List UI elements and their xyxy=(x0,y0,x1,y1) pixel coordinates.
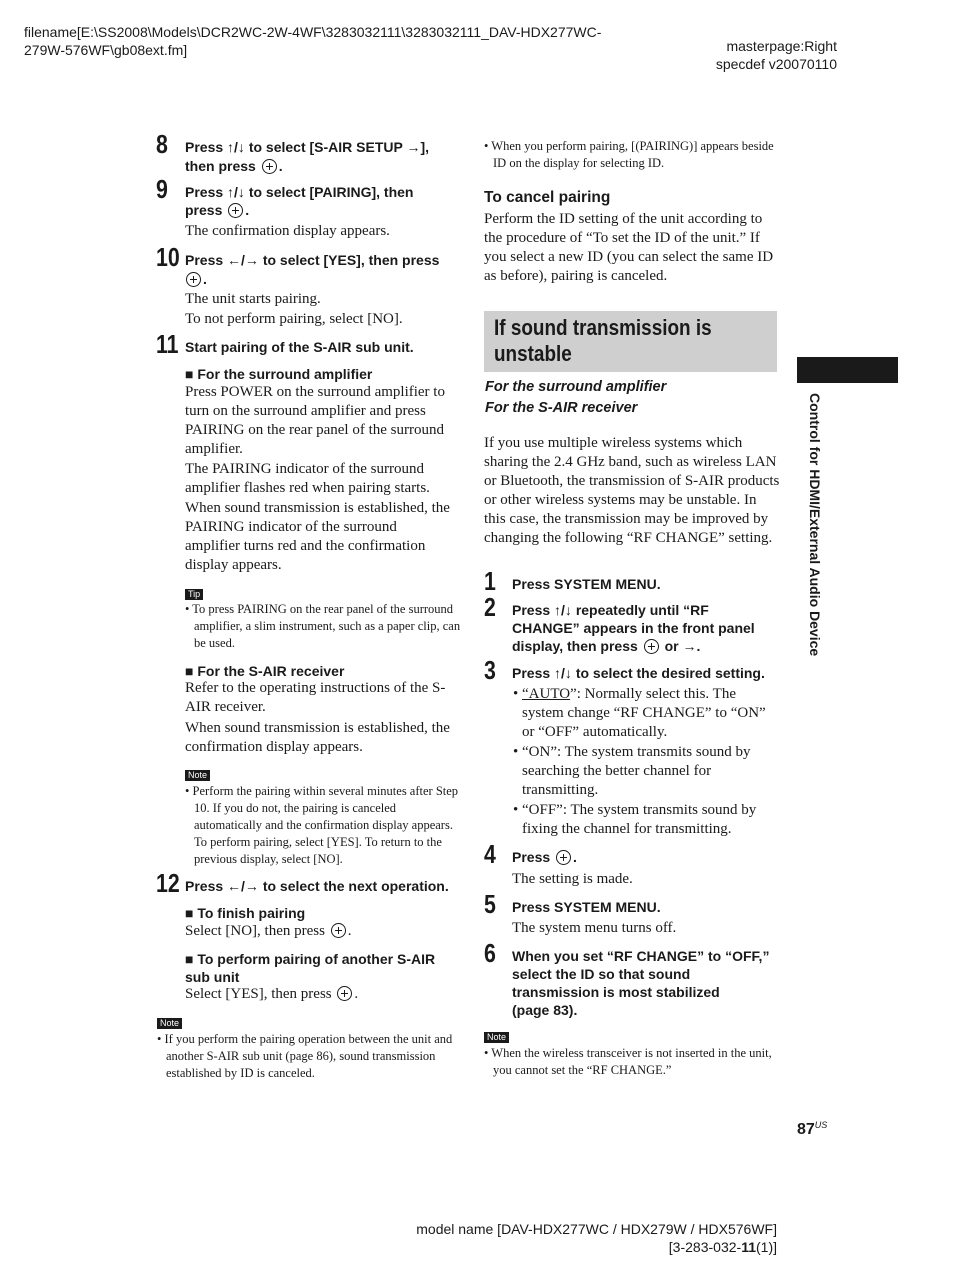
option-on: “ON”: The system transmits sound by searching the better channel for transmitting. xyxy=(522,744,751,798)
step-number-12: 12 xyxy=(156,868,180,898)
another-unit-heading-2: sub unit xyxy=(185,969,240,985)
step-r2-line-2: CHANGE” appears in the front panel xyxy=(512,620,755,636)
circle-plus-icon xyxy=(337,986,352,1001)
step-number-9: 9 xyxy=(156,174,168,204)
intro-paragraph: If you use multiple wireless systems which sharing the 2.4 GHz band, such as wireless LAN or Bluetooth, the transmission of S-AIR products or other wireless systems may be unstable. In this case, the transmission may be improved by changing the following “RF CHANGE” setting. xyxy=(484,435,780,546)
receiver-paragraph-1: Refer to the operating instructions of the S-AIR receiver. xyxy=(185,680,446,715)
step-9-line-1: Press ↑/↓ to select [PAIRING], then xyxy=(185,184,414,200)
step-r6-line-1: When you set “RF CHANGE” to “OFF,” xyxy=(512,948,770,964)
step-9-body: The confirmation display appears. xyxy=(185,223,390,239)
step-r6-line-2: select the ID so that sound xyxy=(512,966,691,982)
page-region-suffix: US xyxy=(814,1120,828,1130)
step-10-body-1: The unit starts pairing. xyxy=(185,291,321,307)
step-number-r4: 4 xyxy=(484,839,496,869)
step-9-line-2: press . xyxy=(185,202,250,218)
receiver-paragraph-2: When sound transmission is established, the confirmation display appears. xyxy=(185,720,450,755)
circle-plus-icon xyxy=(331,923,346,938)
surround-paragraph-1: Press POWER on the surround amplifier to turn on the surround amplifier and press PAIRING on the rear panel of the surround amplifier. xyxy=(185,384,445,457)
circle-plus-icon xyxy=(186,272,201,287)
circle-plus-icon xyxy=(556,850,571,865)
step-number-r2: 2 xyxy=(484,592,496,622)
section-tab-marker xyxy=(797,357,898,383)
cancel-pairing-heading: To cancel pairing xyxy=(484,189,611,206)
note-text-1: • Perform the pairing within several minutes after Step 10. If you do not, the pairing is canceled automatically and the confirmation display appears. To perform pairing, select [YES]. To return to the previous display, select [NO]. xyxy=(185,784,459,866)
step-r6-line-3: transmission is most stabilized xyxy=(512,984,720,1000)
bullet-dot: • xyxy=(513,802,519,818)
applies-to-receiver: For the S-AIR receiver xyxy=(485,400,638,416)
filename-line-2: 279W-576WF\gb08ext.fm] xyxy=(24,42,188,58)
cancel-pairing-body: Perform the ID setting of the unit according to the procedure of “To set the ID of the unit.” If you select a new ID (you can select the same ID as before), pairing is canceled. xyxy=(484,211,774,284)
step-r6-line-4: (page 83). xyxy=(512,1002,578,1018)
another-unit-heading-1: ■ To perform pairing of another S-AIR xyxy=(185,951,436,967)
step-number-r5: 5 xyxy=(484,889,496,919)
masterpage-label: masterpage:Right xyxy=(726,38,837,54)
step-number-r1: 1 xyxy=(484,566,496,596)
surround-paragraph-2: The PAIRING indicator of the surround amplifier flashes red when pairing starts. xyxy=(185,461,430,496)
step-10-line-2: . xyxy=(185,270,207,288)
option-auto: “AUTO”: Normally select this. The system change “RF CHANGE” to “ON” or “OFF” automatically. xyxy=(522,686,766,740)
document-code: [3-283-032-11(1)] xyxy=(668,1239,777,1255)
bullet-dot: • xyxy=(513,686,519,702)
step-11-line-1: Start pairing of the S-AIR sub unit. xyxy=(185,339,414,355)
finish-pairing-heading: ■ To finish pairing xyxy=(185,905,306,921)
page-number: $87^{US}$ xyxy=(797,1120,828,1138)
step-r5-body: The system menu turns off. xyxy=(512,920,677,936)
step-r5-text: Press SYSTEM MENU. xyxy=(512,899,661,915)
step-number-r6: 6 xyxy=(484,938,496,968)
tip-text: • To press PAIRING on the rear panel of the surround amplifier, a slim instrument, such as a paper clip, can be used. xyxy=(185,602,461,650)
step-8-line-1: Press ↑/↓ to select [S-AIR SETUP →], xyxy=(185,139,430,155)
step-8-line-2: then press . xyxy=(185,158,283,174)
circle-plus-icon xyxy=(262,159,277,174)
step-r2-line-1: Press ↑/↓ repeatedly until “RF xyxy=(512,602,709,618)
model-name: model name [DAV-HDX277WC / HDX279W / HDX576WF] xyxy=(416,1221,777,1237)
side-tab-label: Control for HDMI/External Audio Device xyxy=(807,393,823,657)
step-number-8: 8 xyxy=(156,129,168,159)
step-r1-text: Press SYSTEM MENU. xyxy=(512,576,661,592)
surround-amplifier-heading: ■ For the surround amplifier xyxy=(185,366,373,382)
circle-plus-icon xyxy=(644,639,659,654)
note-text-3: • When the wireless transceiver is not inserted in the unit, you cannot set the “RF CHANGE.” xyxy=(484,1046,772,1077)
section-title-line-1: If sound transmission is xyxy=(494,315,712,340)
section-title-box xyxy=(484,311,777,372)
note-label-3: Note xyxy=(484,1032,509,1043)
step-number-10: 10 xyxy=(156,242,180,272)
step-r4-text: Press . xyxy=(512,849,577,865)
step-r4-body: The setting is made. xyxy=(512,871,633,887)
s-air-receiver-heading: ■ For the S-AIR receiver xyxy=(185,663,345,679)
section-title-line-2: unstable xyxy=(494,341,572,366)
step-r2-line-3: display, then press or →. xyxy=(512,638,701,654)
filename-line-1: filename[E:\SS2008\Models\DCR2WC-2W-4WF\3283032111\3283032111_DAV-HDX277WC- xyxy=(24,24,602,40)
circle-plus-icon xyxy=(228,203,243,218)
pairing-id-bullet: • When you perform pairing, [(PAIRING)] appears beside ID on the display for selecting ID. xyxy=(484,139,774,170)
option-off: “OFF”: The system transmits sound by fixing the channel for transmitting. xyxy=(522,802,757,837)
step-number-r3: 3 xyxy=(484,655,496,685)
applies-to-surround: For the surround amplifier xyxy=(485,379,667,395)
tip-label: Tip xyxy=(185,589,203,600)
specdef-label: specdef v20070110 xyxy=(715,56,837,72)
note-label-1: Note xyxy=(185,770,210,781)
another-unit-body: Select [YES], then press . xyxy=(185,986,359,1002)
step-12-line-1: Press ←/→ to select the next operation. xyxy=(185,878,449,894)
step-10-body-2: To not perform pairing, select [NO]. xyxy=(185,311,403,327)
finish-pairing-body: Select [NO], then press . xyxy=(185,923,352,939)
note-label-2: Note xyxy=(157,1018,182,1029)
note-text-2: • If you perform the pairing operation between the unit and another S-AIR sub unit (page 86), sound transmission established by ID is canceled. xyxy=(157,1032,453,1080)
step-r3-text: Press ↑/↓ to select the desired setting. xyxy=(512,665,765,681)
bullet-dot: • xyxy=(513,744,519,760)
surround-paragraph-3: When sound transmission is established, the PAIRING indicator of the surround amplifier turns red and the confirmation display appears. xyxy=(185,500,450,573)
step-number-11: 11 xyxy=(156,329,179,359)
step-10-line-1: Press ←/→ to select [YES], then press xyxy=(185,252,440,268)
